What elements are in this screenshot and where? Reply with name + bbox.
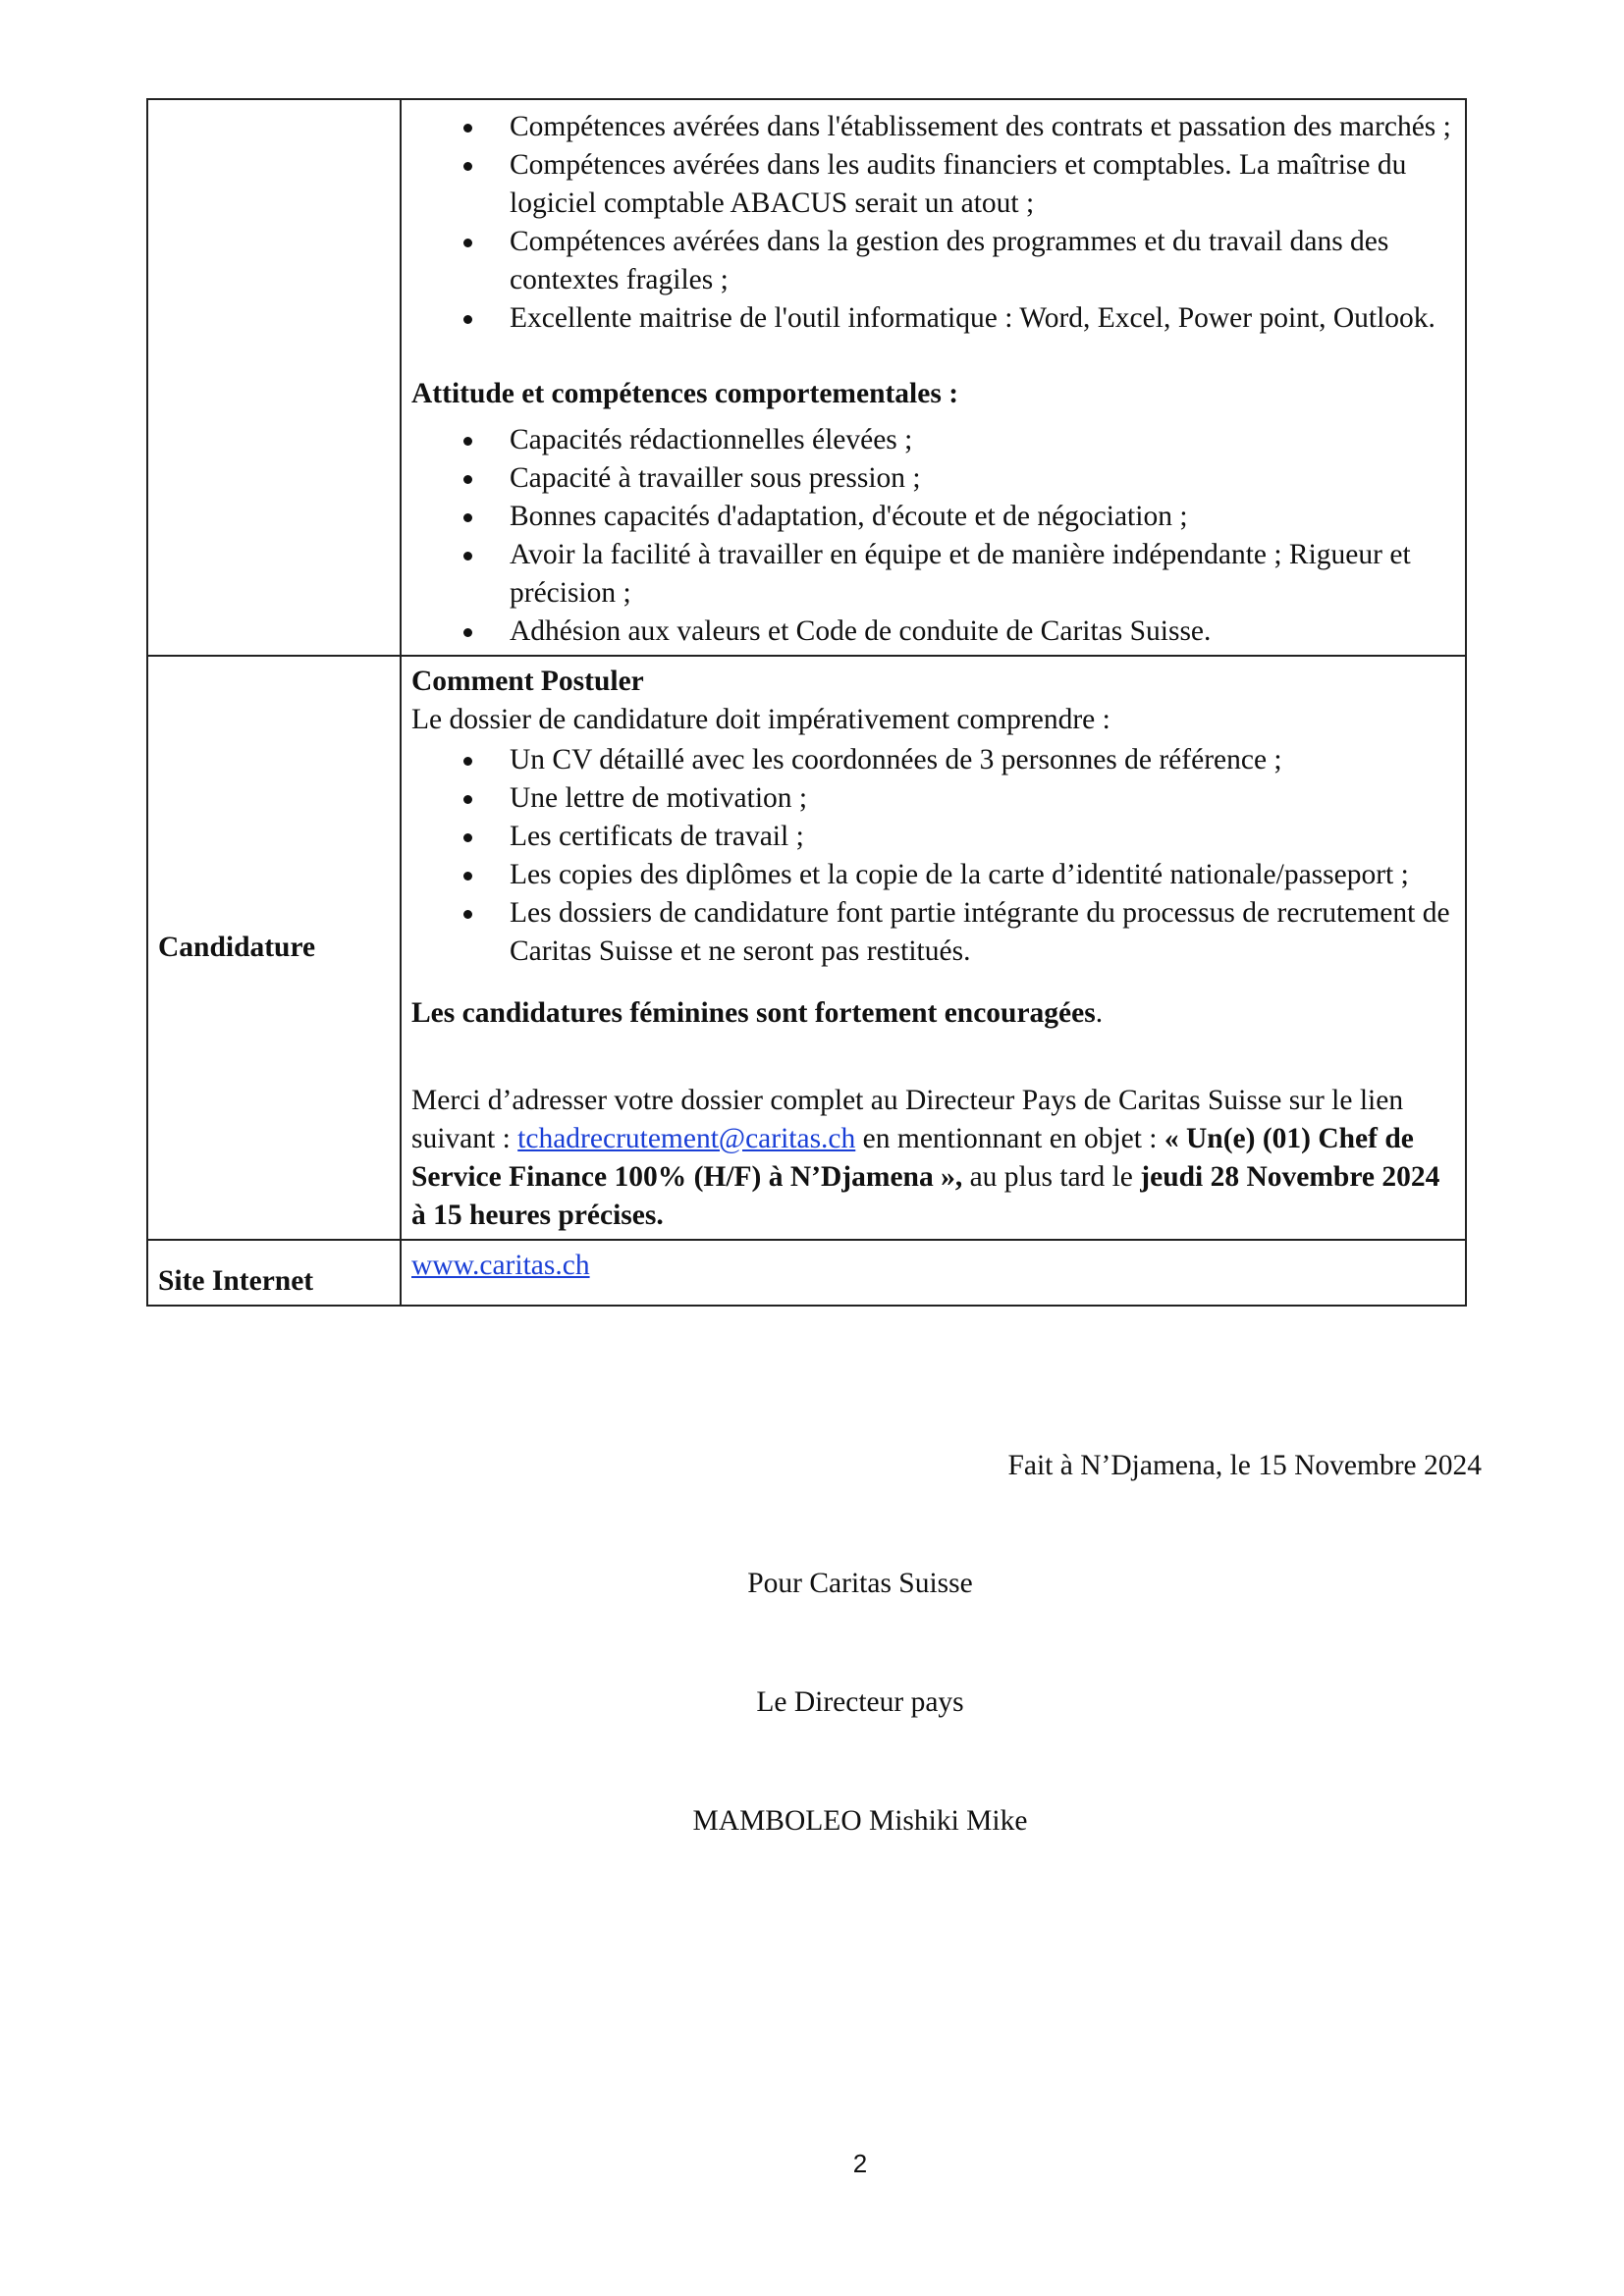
encouragement-period: . bbox=[1095, 997, 1104, 1029]
bullet-icon bbox=[463, 795, 472, 804]
skills-row bbox=[147, 99, 1466, 656]
bullet-text: Adhésion aux valeurs et Code de conduite de Caritas Suisse. bbox=[510, 615, 1212, 647]
bullet-text: Les copies des diplômes et la copie de la carte d’identité nationale/passeport ; bbox=[510, 859, 1409, 890]
signatory-name: MAMBOLEO Mishiki Mike bbox=[692, 1805, 1028, 1837]
bullet-icon bbox=[463, 628, 472, 637]
bullet-icon bbox=[463, 437, 472, 446]
skills-label-cell bbox=[147, 99, 401, 656]
address-paragraph bbox=[411, 1082, 1453, 1235]
deadline-intro: au plus tard le bbox=[962, 1161, 1141, 1193]
date-line: Fait à N’Djamena, le 15 Novembre 2024 bbox=[1007, 1450, 1482, 1481]
subject-text: « Un(e) (01) Chef de Service Finance 100% (H/F) à N’Djamena », bbox=[411, 1123, 1414, 1193]
list-item bbox=[411, 894, 1453, 971]
bullet-icon bbox=[463, 475, 472, 484]
list-item bbox=[411, 223, 1453, 299]
website-row bbox=[147, 1240, 1466, 1306]
how-to-apply-heading: Comment Postuler bbox=[411, 666, 644, 697]
website-label: Site Internet bbox=[147, 1240, 401, 1306]
technical-skills-list bbox=[411, 108, 1453, 338]
application-intro: Le dossier de candidature doit impérativement comprendre : bbox=[411, 704, 1110, 735]
encouragement-text: Les candidatures féminines sont fortement encouragées bbox=[411, 997, 1096, 1029]
bullet-text: Compétences avérées dans la gestion des programmes et du travail dans des contextes fragiles ; bbox=[510, 226, 1389, 295]
list-item bbox=[411, 498, 1453, 536]
list-item bbox=[411, 613, 1453, 651]
candidature-label: Candidature bbox=[147, 656, 401, 1240]
attitude-heading: Attitude et compétences comportementales : bbox=[411, 378, 959, 409]
list-item bbox=[411, 856, 1453, 894]
bullet-text: Excellente maitrise de l'outil informatique : Word, Excel, Power point, Outlook. bbox=[510, 302, 1435, 334]
bullet-icon bbox=[463, 513, 472, 522]
skills-content-cell bbox=[401, 99, 1466, 656]
list-item bbox=[411, 536, 1453, 613]
candidature-content-cell bbox=[401, 656, 1466, 1240]
bullet-text: Capacité à travailler sous pression ; bbox=[510, 462, 921, 494]
bullet-icon bbox=[463, 124, 472, 133]
website-link[interactable]: www.caritas.ch bbox=[411, 1250, 590, 1281]
job-offer-table bbox=[146, 98, 1467, 1307]
bullet-text: Les certificats de travail ; bbox=[510, 821, 804, 852]
bullet-icon bbox=[463, 757, 472, 766]
bullet-icon bbox=[463, 162, 472, 171]
bullet-icon bbox=[463, 552, 472, 561]
bullet-icon bbox=[463, 239, 472, 247]
subject-intro: en mentionnant en objet : bbox=[855, 1123, 1164, 1154]
list-item bbox=[411, 818, 1453, 856]
bullet-text: Les dossiers de candidature font partie intégrante du processus de recrutement de Caritas Suisse et ne seront pas restitués. bbox=[510, 897, 1450, 967]
bullet-icon bbox=[463, 872, 472, 881]
deadline-text: jeudi 28 Novembre 2024 à 15 heures précises. bbox=[411, 1161, 1440, 1231]
signatory-organization: Pour Caritas Suisse bbox=[747, 1568, 973, 1599]
page-number: 2 bbox=[852, 2149, 868, 2178]
application-requirements-list bbox=[411, 741, 1453, 971]
bullet-icon bbox=[463, 833, 472, 842]
list-item bbox=[411, 108, 1453, 146]
bullet-icon bbox=[463, 910, 472, 919]
list-item bbox=[411, 146, 1453, 223]
bullet-icon bbox=[463, 315, 472, 324]
bullet-text: Un CV détaillé avec les coordonnées de 3 personnes de référence ; bbox=[510, 744, 1282, 775]
attitude-list bbox=[411, 421, 1453, 651]
candidature-row bbox=[147, 656, 1466, 1240]
list-item bbox=[411, 741, 1453, 779]
bullet-text: Compétences avérées dans les audits financiers et comptables. La maîtrise du logiciel comptable ABACUS serait un atout ; bbox=[510, 149, 1407, 219]
bullet-text: Avoir la facilité à travailler en équipe et de manière indépendante ; Rigueur et précision ; bbox=[510, 539, 1411, 609]
list-item bbox=[411, 421, 1453, 459]
encouragement-paragraph bbox=[411, 994, 1453, 1033]
bullet-text: Une lettre de motivation ; bbox=[510, 782, 808, 814]
signatory-title: Le Directeur pays bbox=[756, 1686, 964, 1718]
bullet-text: Capacités rédactionnelles élevées ; bbox=[510, 424, 913, 455]
list-item bbox=[411, 299, 1453, 338]
bullet-text: Compétences avérées dans l'établissement des contrats et passation des marchés ; bbox=[510, 111, 1451, 142]
bullet-text: Bonnes capacités d'adaptation, d'écoute et de négociation ; bbox=[510, 501, 1188, 532]
list-item bbox=[411, 459, 1453, 498]
website-content-cell bbox=[401, 1240, 1466, 1306]
list-item bbox=[411, 779, 1453, 818]
address-text: Merci d’adresser votre dossier complet au Directeur Pays de Caritas Suisse sur le lien suivant : bbox=[411, 1085, 1404, 1154]
email-link[interactable]: tchadrecrutement@caritas.ch bbox=[517, 1123, 856, 1154]
